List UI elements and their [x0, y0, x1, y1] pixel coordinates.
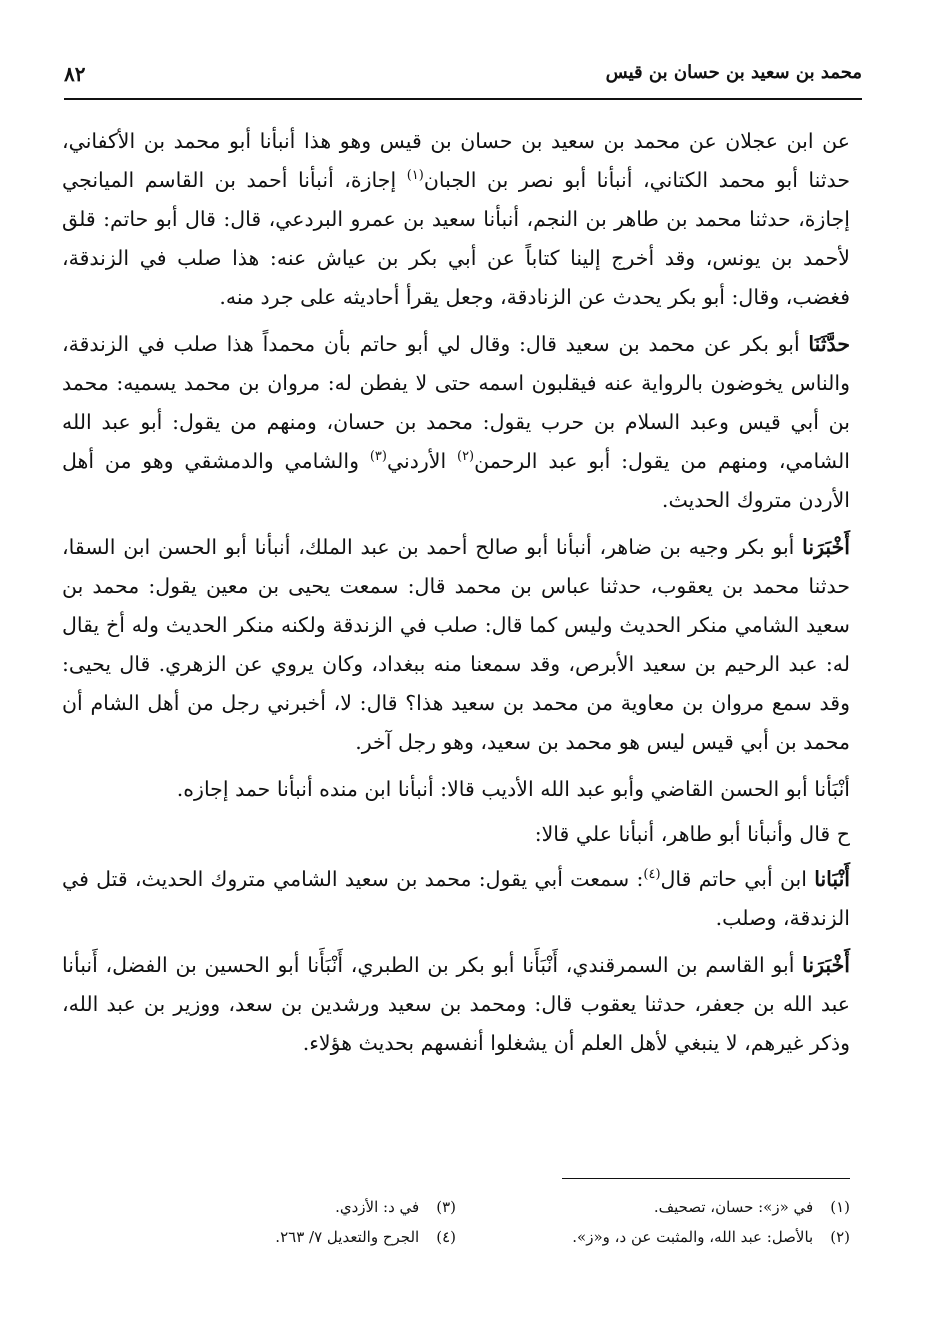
page-number: ٨٢ [64, 62, 86, 86]
paragraph-5 [62, 815, 850, 854]
running-title: محمد بن سعيد بن حسان بن قيس [605, 62, 862, 83]
narration-lead: حدَّثَنَا [808, 332, 850, 356]
paragraph-text: ح قال وأنبأنا أبو طاهر، أنبأنا علي قالا: [534, 822, 850, 846]
footnotes [62, 1192, 850, 1252]
paragraph-4 [62, 770, 850, 809]
paragraph-text: أبو القاسم بن السمرقندي، أَنْبَأَنا أبو بكر بن الطبري، أَنْبَأَنا أبو الحسين بن الفضل، أَنبأنا عبد الله بن جعفر، حدثنا يعقوب قال: ومحمد بن سعيد ورشدين بن سعد، ووزير بن عبد الله، وذكر غيرهم، لا ينبغي لأهل العلم أن يشغلوا أنفسهم بحديث هؤلاء. [62, 953, 850, 1055]
paragraph-text: ابن أبي حاتم قال [660, 867, 815, 891]
footnote-text: في د: الأزدي. [335, 1198, 420, 1216]
footnote-rule [562, 1178, 850, 1179]
footnote-text: في «ز»: حسان، تصحيف. [653, 1198, 814, 1216]
paragraph-7 [62, 946, 850, 1063]
paragraph-text: الأردني [386, 449, 457, 473]
footnote-ref: (٣) [369, 449, 387, 465]
footnote-3 [62, 1192, 456, 1222]
footnote-text: الجرح والتعديل ٧/ ٢٦٣. [275, 1228, 420, 1246]
footnote-4 [62, 1222, 456, 1252]
footnote-2 [456, 1222, 850, 1252]
main-text [62, 122, 850, 1071]
paragraph-6 [62, 860, 850, 938]
footnote-row [62, 1192, 850, 1222]
footnote-text: بالأصل: عبد الله، والمثبت عن د، و«ز». [572, 1228, 814, 1246]
footnote-1 [456, 1192, 850, 1222]
footnote-number: (٣) [436, 1198, 456, 1216]
paragraph-text: عن ابن عجلان عن محمد بن سعيد بن حسان بن قيس وهو هذا أنبأنا أبو محمد بن الأكفاني، حدثنا أبو محمد الكتاني، أنبأنا أبو نصر بن الجبان [62, 129, 850, 192]
paragraph-text: إجازة، أنبأنا أحمد بن القاسم الميانجي إجازة، حدثنا محمد بن طاهر بن النجم، أنبأنا سعيد بن عمرو البردعي، قال: قال أبو حاتم: قلق لأحمد بن يونس، وقد أخرج إلينا كتاباً عن أبي بكر بن عياش عنه: هذا صلب في الزندقة، فغضب، وقال: أبو بكر يحدث عن الزنادقة، وجعل يقرأ أحاديثه على جرد منه. [62, 168, 850, 309]
paragraph-text: أبو بكر وجيه بن ضاهر، أنبأنا أبو صالح أحمد بن عبد الملك، أنبأنا أبو الحسن ابن السقا، حدثنا محمد بن يعقوب، حدثنا عباس بن محمد قال: سمعت يحيى بن معين يقول: محمد بن سعيد الشامي منكر الحديث وليس كما قال: صلب في الزندقة ولكنه منكر الحديث وله أخ يقال له: عبد الرحيم بن سعيد الأبرص، وقد سمعنا منه ببغداد، وكان يروي عن الزهري. قال يحيى: وقد سمع مروان بن معاوية من محمد بن سعيد هذا؟ قال: لا، أخبرني رجل من أهل الشام أن محمد بن أبي قيس ليس هو محمد بن سعيد، وهو رجل آخر. [62, 535, 850, 754]
footnote-number: (٢) [830, 1228, 850, 1246]
narration-lead: أَنْبَانا [814, 867, 850, 891]
paragraph-2 [62, 325, 850, 520]
narration-lead: أَخْبَرَنا [802, 953, 850, 977]
paragraph-text: أنْبَأنا أبو الحسن القاضي وأبو عبد الله الأديب قالا: أنبأنا ابن منده أنبأنا حمد إجازه. [176, 777, 850, 801]
paragraph-text: والشامي والدمشقي وهو من أهل الأردن متروك الحديث. [62, 449, 850, 512]
footnote-number: (٤) [436, 1228, 456, 1246]
page-header [64, 58, 862, 100]
header-rule [64, 98, 862, 100]
footnote-ref: (٤) [643, 867, 661, 883]
paragraph-3 [62, 528, 850, 762]
footnote-ref: (١) [406, 168, 424, 184]
paragraph-text: أبو بكر عن محمد بن سعيد قال: وقال لي أبو حاتم بأن محمداً هذا صلب في الزندقة، والناس يخوضون بالرواية عنه فيقلبون اسمه حتى لا يفطن له: مروان بن محمد يسميه: محمد بن أبي قيس وعبد السلام بن حرب يقول: محمد بن حسان، ومنهم من يقول: أبو عبد الله الشامي، ومنهم من يقول: أبو عبد الرحمن [62, 332, 850, 473]
footnote-row [62, 1222, 850, 1252]
footnote-number: (١) [830, 1198, 850, 1216]
narration-lead: أَخْبَرَنا [802, 535, 850, 559]
footnote-ref: (٢) [456, 449, 475, 465]
paragraph-1 [62, 122, 850, 317]
paragraph-text: : سمعت أبي يقول: محمد بن سعيد الشامي متروك الحديث، قتل في الزندقة، وصلب. [62, 867, 850, 930]
